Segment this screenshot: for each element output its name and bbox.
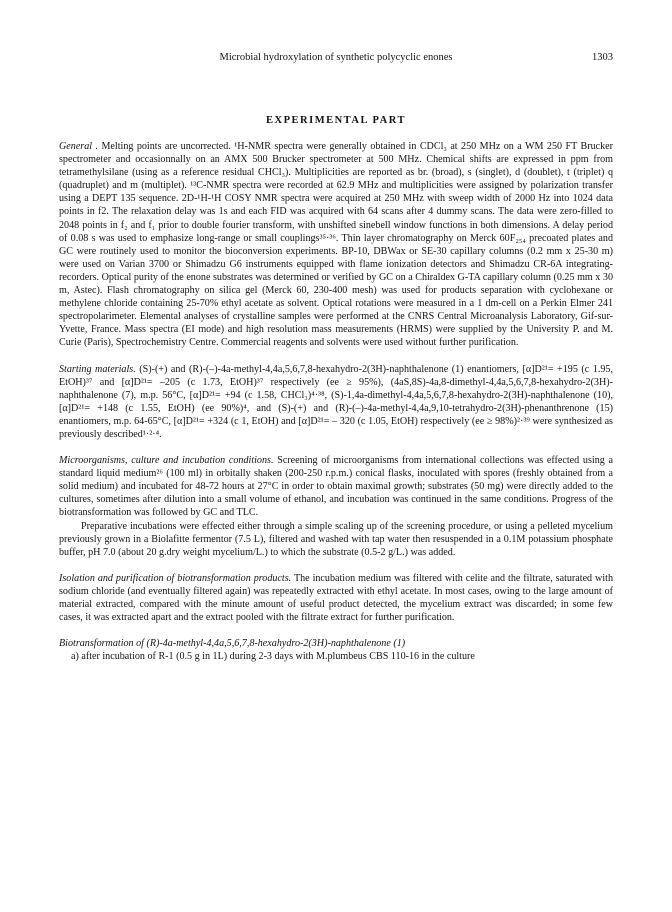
microorganisms-heading: Microorganisms, culture and incubation conditions. <box>59 455 274 467</box>
general-text: Melting points are uncorrected. ¹H-NMR spectra were generally obtained in CDCl₃ at 250 MHz on a WM 250 FT Brucker spectrometer and occasionnally on an AMX 500 Brucker spectrometer at 500 MHz. Chemical shifts are expressed in ppm from tetramethylsilane (using as a reference residual CHCl₃). Multiplicities are reported as br. (broad), s (singlet), d (doublet), t (triplet) q (quadruplet) and m (multiplet). ¹³C-NMR spectra were recorded at 62.9 MHz and multiplicities were assigned by polarization transfer using a DEPT 135 sequence. 2D-¹H-¹H COSY NMR spectra were acquired at 250 MHz with sweep width of 2000 Hz into 1024 data points in f2. The relaxation delay was 1s and each FID was acquired with 64 scans after 4 dummy scans. The data were zero-filled to 2048 points in f₂ and f₁ prior to double fourier transform, with unshifted sinebell window functions in both dimensions. A delay period of 0.08 s was used to emphasize long-range or small couplings³⁵·³⁶. Thin layer chromatography on Merck 60F₂₅₄ precoated plates and GC were routinely used to monitor the bioconversion experiments. BP-10, DBWax or SE-30 capillary columns (0.2 mm x 25-30 m) were used on Varian 3700 or Shimadzu G6 instruments equipped with flame ionization detectors and Shimadzu CR-6A integrating-recorders. Optical purity of the enone substrates was determined or verified by GC on a Chiraldex G-TA capillary column (0.25 mm x 30 m, Astec). Flash chromatography on silica gel (Merck 60, 230-400 mesh) was used for products separation with cyclohexane or methylene chloride containing 25-70% ethyl acetate as solvent. Optical rotations were measured in a 1 dm-cell on a Perkin Elmer 241 spectropolarimeter. Elemental analyses of crystalline samples were performed at the CNRS Central Microanalysis Laboratory, Gif-sur-Yvette, France. Mass spectra (EI mode) and high resolution mass measurements (HRMS) were supplied by the University P. and M. Curie (Paris), Spectrochemistry Centre. Commercial reagents and solvents were used without further purification. <box>59 141 614 349</box>
isolation-paragraph <box>59 572 613 624</box>
starting-materials-text: (S)-(+) and (R)-(–)-4a-methyl-4,4a,5,6,7,8-hexahydro-2(3H)-naphthalenone (1) enantiomers, [α]D²¹= +195 (c 1.95, EtOH)³⁷ and [α]D²¹= –205 (c 1.73, EtOH)³⁷ respectively (ee ≥ 95%), (4aS,8S)-4a,8-dimethyl-4,4a,5,6,7,8-hexahydro-2(3H)-naphthalenone (7), m.p. 56°C, [α]D²¹= +94 (c 1.58, CHCl₃)⁴·³⁸, (S)-1,4a-dimethyl-4,4a,5,6,7,8-hexahydro-2(3H)-naphthalenone (10), [α]D²¹= +148 (c 1.55, EtOH) (ee 90%)⁴, and (S)-(+) and (R)-(–)-4a-methyl-4,4a,9,10-tetrahydro-2(3H)-phenanthrenone (15) enantiomers, m.p. 64-65°C, [α]D²¹= +324 (c 1, EtOH) and [α]D²¹= – 320 (c 1.05, EtOH) respectively (ee ≥ 98%)²·³⁹ were synthesized as previously described¹·²·⁴. <box>59 363 613 440</box>
starting-materials-paragraph <box>59 363 613 442</box>
preparative-paragraph: Preparative incubations were effected either through a simple scaling up of the screening procedure, or using a pelleted mycelium previously grown in a Biolafitte fermentor (7.5 L), filtered and washed with tap water then resuspended in a 0.1M potassium phosphate buffer, pH 7.0 (about 20 g.dry weight mycelium/L.) to which the substrate (0.5-2 g/L.) was added. <box>59 520 613 558</box>
microorganisms-paragraph <box>59 454 613 519</box>
section-title: EXPERIMENTAL PART <box>266 115 406 126</box>
starting-materials-heading: Starting materials. <box>59 363 136 375</box>
isolation-text: The incubation medium was filtered with celite and the filtrate, saturated with sodium chloride (and eventually filtered again) was repeatedly extracted with ethyl acetate. In most cases, owing to the large amount of material extracted, compared with the minute amount of useful product detected, the mycelium extract was discarded; in some few cases, it was extracted apart and the extract pooled with the filtrate extract for further purification. <box>59 572 613 624</box>
page-number: 1303 <box>592 52 613 63</box>
microorganisms-text: Screening of microorganisms from international collections was effected using a standard liquid medium²⁶ (100 ml) in orbitally shaken (200-250 r.p.m.) conical flasks, inoculated with spores (freshly obtained from a solid medium) and incubated for 48-72 hours at 27°C in order to obtain maximal growth; substrates (50 mg) were directly added to the cultures, sometimes after dilution into a small volume of ethanol, and incubation was continued in the same conditions. Progress of the biotransformation was followed by GC and TLC. <box>59 455 613 519</box>
biotransformation-heading: Biotransformation of (R)-4a-methyl-4,4a,5,6,7,8-hexahydro-2(3H)-naphthalenone (1) <box>59 638 406 650</box>
running-header <box>59 52 613 68</box>
general-heading: General . <box>59 141 99 152</box>
general-paragraph <box>59 140 613 350</box>
document-page <box>59 52 613 663</box>
biotransformation-item-a: a) after incubation of R-1 (0.5 g in 1L) during 2-3 days with M.plumbeus CBS 110-16 in the culture <box>71 651 475 663</box>
isolation-heading: Isolation and purification of biotransformation products. <box>59 572 292 584</box>
running-title: Microbial hydroxylation of synthetic polycyclic enones <box>219 52 453 63</box>
